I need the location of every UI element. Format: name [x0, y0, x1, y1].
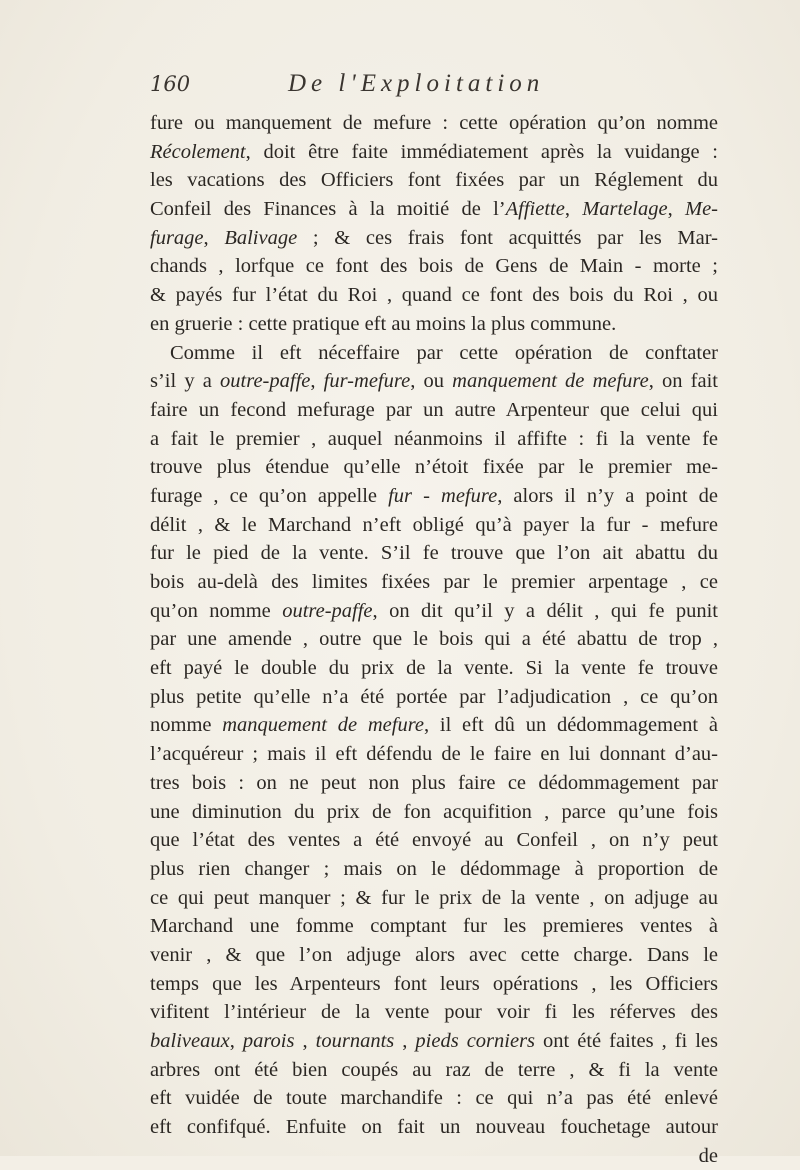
- italic-term: manquement de mefure: [452, 370, 649, 393]
- text-line: [150, 425, 718, 454]
- text-run: chands , lorfque ce font des bois de Gens de Main - morte ;: [150, 255, 718, 278]
- text-run: délit , & le Marchand n’eft obligé qu’à payer la fur - mefure: [150, 513, 718, 536]
- text-line: [150, 798, 718, 827]
- italic-term: Martelage: [582, 198, 668, 221]
- text-line: [150, 109, 718, 138]
- italic-term: Balivage: [224, 226, 298, 249]
- body-text: [150, 109, 718, 1170]
- text-run: ,: [294, 1030, 316, 1052]
- text-line: [150, 1084, 718, 1113]
- italic-term: tournants: [315, 1030, 395, 1052]
- text-run: plus rien changer ; mais on le dédommage à proportion de: [150, 857, 718, 880]
- text-line: [150, 396, 718, 425]
- text-run: furage , ce qu’on appelle: [150, 484, 389, 507]
- text-line: [150, 769, 718, 798]
- italic-term: parois: [242, 1030, 295, 1052]
- text-line: [150, 166, 718, 195]
- text-run: l’acquéreur ; mais il eft défendu de le faire en lui donnant d’au-: [150, 743, 718, 766]
- text-line: [150, 740, 718, 769]
- text-line: [150, 482, 718, 511]
- italic-term: furage: [150, 226, 204, 249]
- text-run: arbres ont été bien coupés au raz de terre , & fi la vente: [150, 1058, 718, 1081]
- text-run: ,: [203, 226, 225, 249]
- text-line: [150, 511, 718, 540]
- italic-term: outre-paffe: [220, 370, 311, 393]
- italic-term: manquement de mefure: [222, 714, 425, 737]
- text-line: [150, 654, 718, 683]
- text-line: [150, 195, 718, 224]
- text-run: Confeil des Finances à la moitié de l’: [150, 198, 506, 221]
- italic-term: pieds corniers: [415, 1030, 536, 1052]
- text-run: & payés fur l’état du Roi , quand ce font des bois du Roi , ou: [150, 284, 718, 307]
- text-run: ,: [667, 198, 685, 221]
- italic-term: Me-: [685, 198, 719, 221]
- text-line: [150, 539, 718, 568]
- text-run: ; & ces frais font acquittés par les Mar-: [297, 226, 718, 249]
- text-run: par une amende , outre que le bois qui a été abattu de trop ,: [150, 628, 718, 651]
- text-line: [150, 683, 718, 712]
- text-run: venir , & que l’on adjuge alors avec cette charge. Dans le: [150, 943, 718, 966]
- text-run: temps que les Arpenteurs font leurs opérations , les Officiers: [150, 972, 718, 995]
- text-run: en gruerie : cette pratique eft au moins la plus commune.: [150, 312, 617, 335]
- text-line: [150, 339, 718, 368]
- text-run: a fait le premier , auquel néanmoins il affifte : fi la vente fe: [150, 427, 718, 450]
- text-run: eft payé le double du prix de la vente. Si la vente fe trouve: [150, 657, 718, 680]
- text-run: qu’on nomme: [150, 599, 283, 622]
- text-line: [150, 252, 718, 281]
- running-title: De l'Exploitation: [288, 70, 545, 97]
- text-run: ,: [229, 1030, 243, 1052]
- text-run: , ou: [410, 370, 453, 393]
- text-run: Marchand une fomme comptant fur les premieres ventes à: [150, 915, 718, 938]
- italic-term: Affiette: [505, 198, 565, 221]
- page-header: [150, 70, 710, 110]
- page-number: 160: [150, 72, 191, 96]
- text-line: [150, 597, 718, 626]
- text-line: [150, 912, 718, 941]
- text-run: fur le pied de la vente. S’il fe trouve que l’on ait abattu du: [150, 542, 718, 565]
- text-line: [150, 711, 718, 740]
- text-line: [150, 998, 718, 1027]
- text-line: [150, 224, 718, 253]
- italic-term: fur - mefure: [388, 484, 498, 507]
- text-run: , on dit qu’il y a délit , qui fe punit: [372, 599, 718, 622]
- text-run: Comme il eft néceffaire par cette opération de conftater: [170, 341, 718, 364]
- text-line: [150, 826, 718, 855]
- text-run: eft confifqué. Enfuite on fait un nouveau fouchetage autour: [150, 1116, 718, 1139]
- text-run: tres bois : on ne peut non plus faire ce dédommagement par: [150, 771, 718, 794]
- text-run: ,: [310, 370, 324, 393]
- text-line: [150, 941, 718, 970]
- text-run: que l’état des ventes a été envoyé au Confeil , on n’y peut: [150, 829, 718, 852]
- text-line: [150, 138, 718, 167]
- italic-term: outre-paffe: [282, 599, 373, 622]
- text-run: , il eft dû un dédommagement à: [424, 714, 718, 737]
- text-line: [150, 884, 718, 913]
- text-run: fure ou manquement de mefure : cette opération qu’on nomme: [150, 112, 718, 134]
- text-run: faire un fecond mefurage par un autre Arpenteur que celui qui: [150, 398, 718, 421]
- text-run: , doit être faite immédiatement après la vuidange :: [245, 140, 718, 163]
- text-line: [150, 281, 718, 310]
- text-line: [150, 1056, 718, 1085]
- text-line: [150, 625, 718, 654]
- italic-term: fur-mefure: [323, 370, 411, 393]
- text-run: , alors il n’y a point de: [497, 484, 718, 507]
- text-line: [150, 1113, 718, 1142]
- text-run: les vacations des Officiers font fixées par un Réglement du: [150, 169, 718, 192]
- text-run: ,: [564, 198, 583, 221]
- text-run: bois au-delà des limites fixées par le premier arpentage , ce: [150, 571, 718, 593]
- text-run: ,: [394, 1030, 416, 1052]
- text-run: eft vuidée de toute marchandife : ce qui n’a pas été enlevé: [150, 1087, 718, 1110]
- italic-term: baliveaux: [150, 1030, 230, 1052]
- text-run: s’il y a: [150, 370, 221, 393]
- text-run: trouve plus étendue qu’elle n’étoit fixée par le premier me-: [150, 456, 718, 479]
- text-run: vifitent l’intérieur de la vente pour voir fi les réferves des: [150, 1001, 718, 1024]
- italic-term: Récolement: [150, 140, 246, 163]
- text-run: plus petite qu’elle n’a été portée par l’adjudication , ce qu’on: [150, 685, 718, 708]
- text-line: [150, 568, 718, 597]
- text-line: [150, 453, 718, 482]
- text-run: une diminution du prix de fon acquifition , parce qu’une fois: [150, 800, 718, 823]
- text-line: [150, 970, 718, 999]
- text-line: [150, 367, 718, 396]
- text-run: nomme: [150, 714, 223, 737]
- text-line: [150, 855, 718, 884]
- text-run: de: [698, 1144, 718, 1167]
- text-run: ont été faites , fi les: [535, 1030, 719, 1052]
- text-line: [150, 1027, 718, 1056]
- text-line: [150, 310, 718, 339]
- text-run: ce qui peut manquer ; & fur le prix de la vente , on adjuge au: [150, 886, 718, 909]
- text-run: , on fait: [648, 370, 719, 393]
